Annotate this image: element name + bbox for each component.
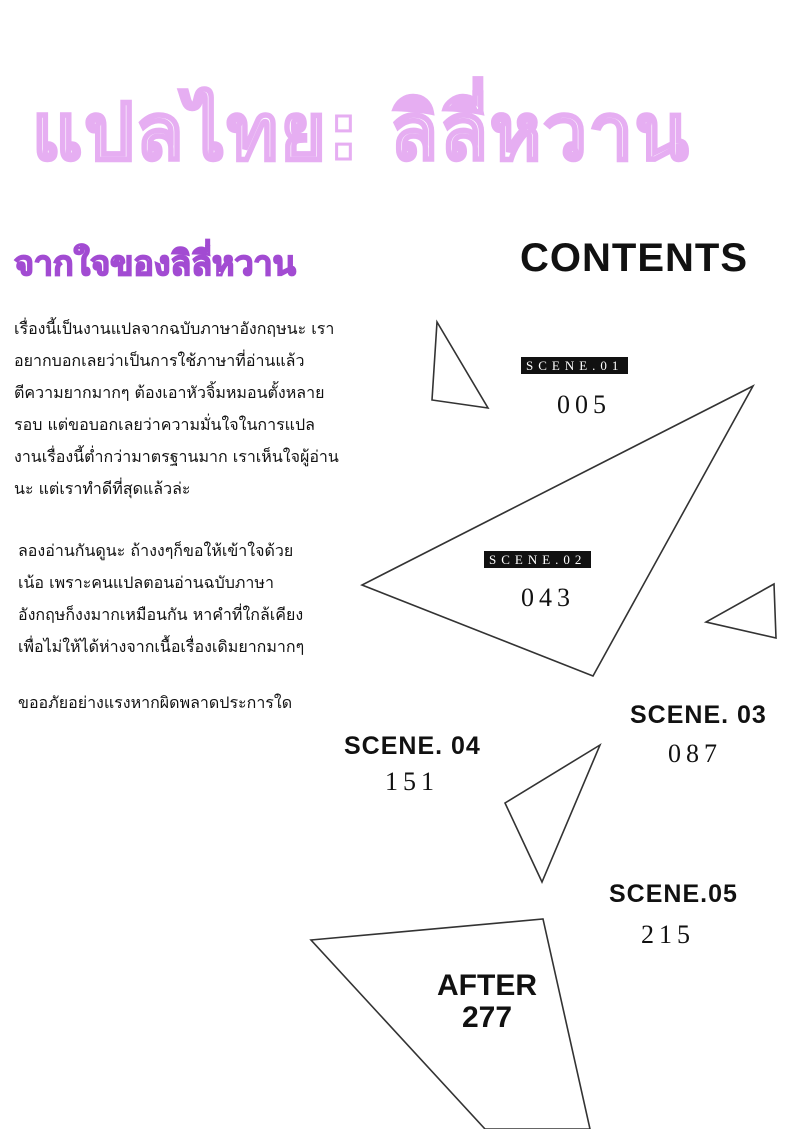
scene-01-label: SCENE.01 [521, 357, 628, 374]
triangle-mid-lower [505, 745, 600, 882]
after-label: AFTER [437, 969, 537, 1002]
note-line: เพื่อไม่ให้ได้ห่างจากเนื้อเรื่องเดิมยากมากๆ [18, 637, 305, 656]
scene-02-page: 043 [521, 583, 575, 612]
scene-01-page: 005 [557, 390, 611, 419]
note-paragraph-3 [18, 687, 292, 719]
scene-02-label: SCENE.02 [484, 551, 591, 568]
contents-title: CONTENTS [520, 236, 748, 280]
note-heading: จากใจของลิลี่หวาน [14, 244, 296, 284]
triangle-small-right [706, 584, 776, 638]
note-line: เรื่องนี้เป็นงานแปลจากฉบับภาษาอังกฤษนะ เรา [14, 319, 335, 338]
note-paragraph-2 [18, 535, 304, 663]
scene-04-page: 151 [385, 767, 439, 796]
after-page: 277 [461, 1001, 513, 1034]
triangle-small-top [432, 322, 488, 408]
note-line: นะ แต่เราทำดีที่สุดแล้วล่ะ [14, 479, 191, 498]
scene-05-label: SCENE.05 [609, 880, 738, 908]
scene-05-page: 215 [641, 920, 695, 949]
note-line: ลองอ่านกันดูนะ ถ้างงๆก็ขอให้เข้าใจด้วย [18, 541, 294, 560]
triangle-large [362, 386, 753, 676]
note-line: อังกฤษก็งงมากเหมือนกัน หาคำที่ใกล้เคียง [18, 605, 304, 624]
note-line: เน้อ เพราะคนแปลตอนอ่านฉบับภาษา [18, 573, 274, 592]
note-line: ขออภัยอย่างแรงหากผิดพลาดประการใด [18, 693, 293, 712]
scene-03-label: SCENE. 03 [630, 701, 767, 729]
after-entry [432, 970, 542, 1034]
note-line: รอบ แต่ขอบอกเลยว่าความมั่นใจในการแปล [14, 415, 315, 434]
note-line: อยากบอกเลยว่าเป็นการใช้ภาษาที่อ่านแล้ว [14, 351, 305, 370]
note-paragraph-1 [14, 313, 339, 505]
note-line: ตีความยากมากๆ ต้องเอาหัวจิ้มหมอนตั้งหลาย [14, 383, 325, 402]
translator-title: แปลไทย: ลิลี่หวาน [32, 88, 691, 178]
note-line: งานเรื่องนี้ต่ำกว่ามาตรฐานมาก เราเห็นใจผู้อ่าน [14, 447, 339, 466]
scene-04-label: SCENE. 04 [344, 732, 481, 760]
scene-03-page: 087 [668, 739, 722, 768]
